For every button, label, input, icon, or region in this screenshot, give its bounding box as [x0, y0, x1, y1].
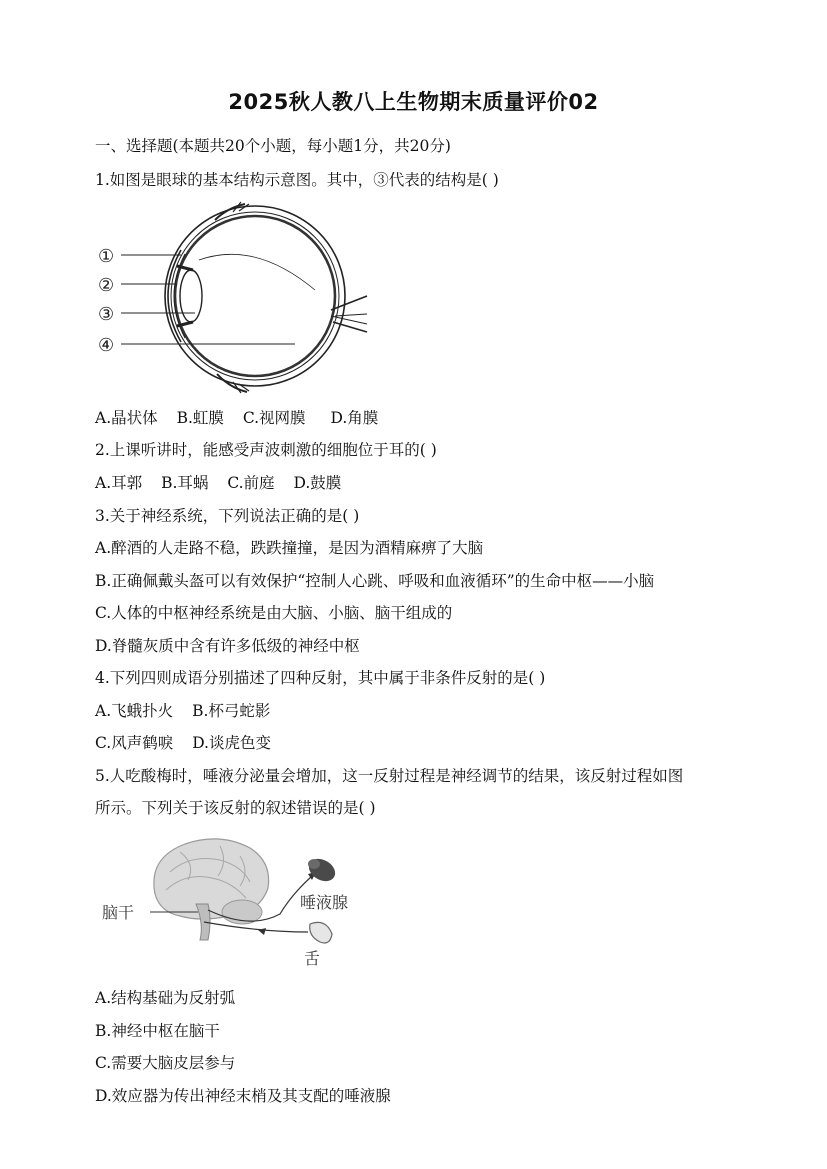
eye-label-2: ② — [98, 275, 115, 296]
q5-option-d: D.效应器为传出神经末梢及其支配的唾液腺 — [95, 1087, 391, 1105]
q4-options-row1 — [95, 701, 284, 721]
q1-options — [95, 408, 392, 428]
q4-option-b: B.杯弓蛇影 — [192, 702, 271, 720]
q2-options — [95, 473, 355, 493]
page-title: 2025秋人教八上生物期末质量评价02 — [228, 90, 599, 114]
q5-option-b: B.神经中枢在脑干 — [95, 1022, 220, 1040]
q5-stem-line1: 5.人吃酸梅时，唾液分泌量会增加，这一反射过程是神经调节的结果，该反射过程如图 — [95, 767, 684, 785]
q5-option-c: C.需要大脑皮层参与 — [95, 1054, 236, 1072]
q4-option-d: D.谈虎色变 — [192, 734, 271, 752]
q3-option-b: B.正确佩戴头盔可以有效保护“控制人心跳、呼吸和血液循环”的生命中枢——小脑 — [95, 572, 655, 590]
q4-option-a: A.飞蛾扑火 — [95, 702, 174, 720]
eye-diagram — [95, 200, 370, 398]
q4-options-row2 — [95, 733, 285, 753]
q1-option-a: A.晶状体 — [95, 409, 158, 427]
label-salivary-gland: 唾液腺 — [300, 893, 349, 912]
q2-option-c: C.前庭 — [227, 474, 275, 492]
q2-option-d: D.鼓膜 — [293, 474, 342, 492]
q5-option-a: A.结构基础为反射弧 — [95, 989, 236, 1007]
q5-stem-line2: 所示。下列关于该反射的叙述错误的是( ) — [95, 799, 376, 817]
q3-option-d: D.脊髓灰质中含有许多低级的神经中枢 — [95, 637, 360, 655]
q4-option-c: C.风声鹤唳 — [95, 734, 174, 752]
q1-option-b: B.虹膜 — [176, 409, 224, 427]
section-heading: 一、选择题(本题共20个小题，每小题1分，共20分) — [95, 137, 451, 155]
q3-stem: 3.关于神经系统，下列说法正确的是( ) — [95, 507, 360, 525]
eye-label-1: ① — [98, 246, 115, 267]
q2-option-a: A.耳郭 — [95, 474, 143, 492]
q3-option-a: A.醉酒的人走路不稳，跌跌撞撞，是因为酒精麻痹了大脑 — [95, 539, 484, 557]
q2-option-b: B.耳蜗 — [161, 474, 209, 492]
q1-option-c: C.视网膜 — [242, 409, 306, 427]
q1-option-d: D.角膜 — [330, 409, 379, 427]
reflex-diagram — [100, 832, 370, 972]
eye-label-4: ④ — [98, 335, 115, 356]
q4-stem: 4.下列四则成语分别描述了四种反射，其中属于非条件反射的是( ) — [95, 669, 546, 687]
q2-stem: 2.上课听讲时，能感受声波刺激的细胞位于耳的( ) — [95, 441, 437, 459]
q1-stem: 1.如图是眼球的基本结构示意图。其中，③代表的结构是( ) — [95, 171, 499, 189]
eye-label-3: ③ — [98, 304, 115, 325]
q3-option-c: C.人体的中枢神经系统是由大脑、小脑、脑干组成的 — [95, 604, 453, 622]
label-brainstem: 脑干 — [102, 903, 135, 922]
label-tongue: 舌 — [304, 949, 321, 968]
